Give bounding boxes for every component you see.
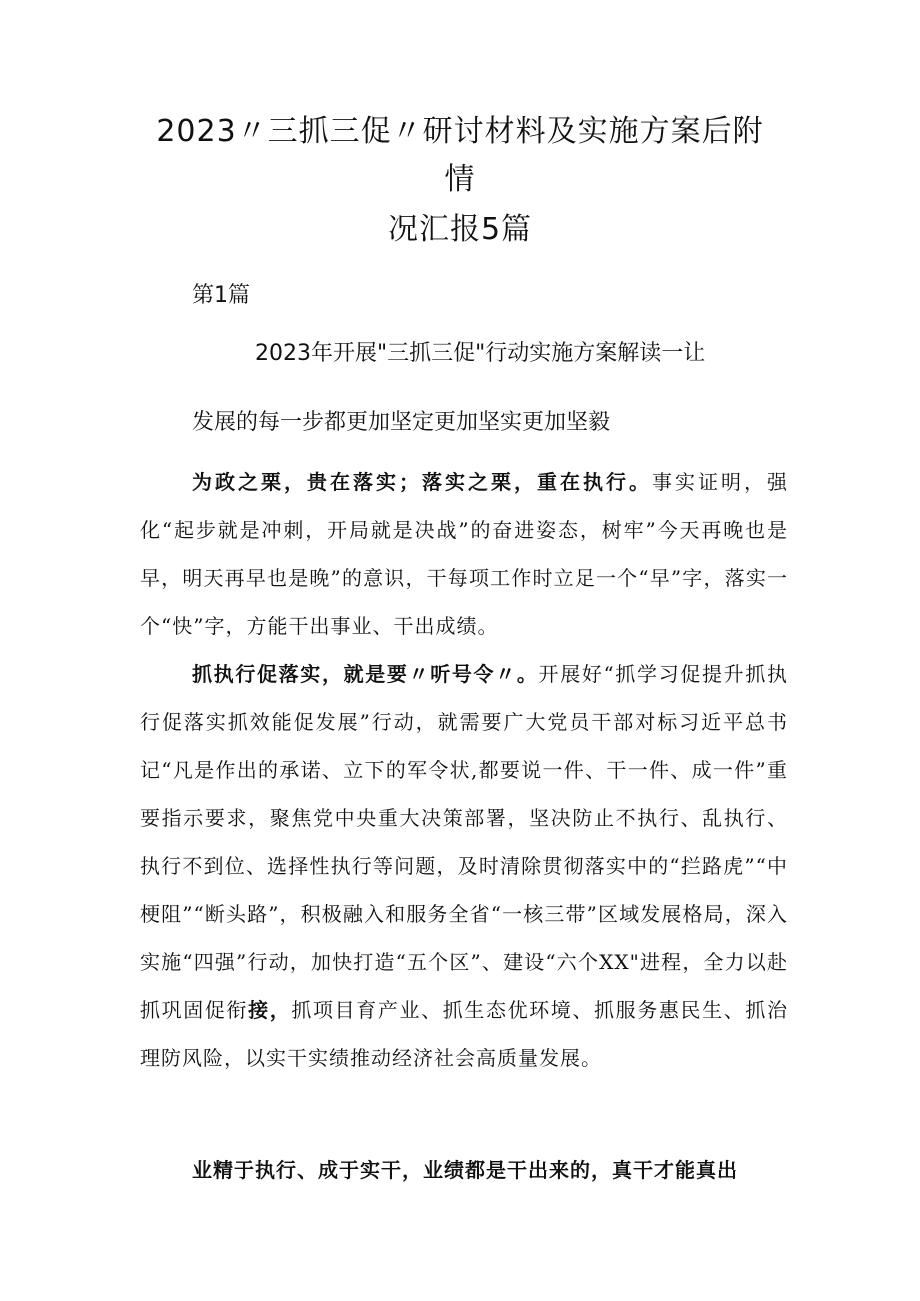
paragraph-1 (140, 458, 788, 650)
paragraph-3 (140, 1146, 788, 1194)
paragraph-2-lead: 抓执行促落实，就是要〃听号令〃。 (192, 662, 539, 686)
paragraph-2-body: 开展好“抓学习促提升抓执行促落实抓效能促发展”行动，就需要广大党员干部对标习近平总书记“凡是作出的承诺、立下的军令状,都要说一件、干一件、成一件”重要指示要求，聚焦党中央重大决策部署，坚决防止不执行、乱执行、执行不到位、选择性执行等问题，及时清除贯彻落实中的“拦路虎”“中梗阻”“断头路”，积极融入和服务全省“一核三带”区域发展格局，深入实施“四强”行动，加快打造“五个区”、建设“六个XX"进程，全力以赴抓巩固促衔 (140, 662, 788, 1022)
document-title-line-2: 情 (444, 162, 476, 197)
paragraph-2-bold-char: 接， (248, 998, 292, 1022)
paragraph-1-body: 事实证明，强化“起步就是冲刺，开局就是决战”的奋进姿态，树牢”今天再晚也是早，明天再早也是晚”的意识，干每项工作时立足一个“早”字，落实一个“快”字，方能干出事业、干出成绩。 (140, 470, 788, 638)
document-title-line-1 (120, 112, 800, 152)
paragraph-1-lead: 为政之栗，贵在落实；落实之栗，重在执行。 (192, 470, 652, 494)
paragraph-3-lead: 业精于执行、成于实干，业绩都是干出来的，真干才能真出 (192, 1158, 738, 1182)
section-subtitle-continued: 发展的每一步都更加坚定更加坚实更加坚毅 (192, 410, 611, 435)
title-text-1: 2023〃三抓三促〃研讨材料及实施方案后附 (156, 114, 764, 149)
document-title-line-3: 况汇报5篇 (387, 212, 533, 247)
section-subtitle: 2023年开展"三抓三促"行动实施方案解读一让 (255, 341, 706, 366)
chapter-heading: 第1篇 (192, 283, 250, 308)
paragraph-2 (140, 650, 788, 1082)
paragraph-2-tail: 抓项目育产业、抓生态优环境、抓服务惠民生、抓治理防风险，以实干实绩推动经济社会高质量发展。 (140, 998, 789, 1070)
